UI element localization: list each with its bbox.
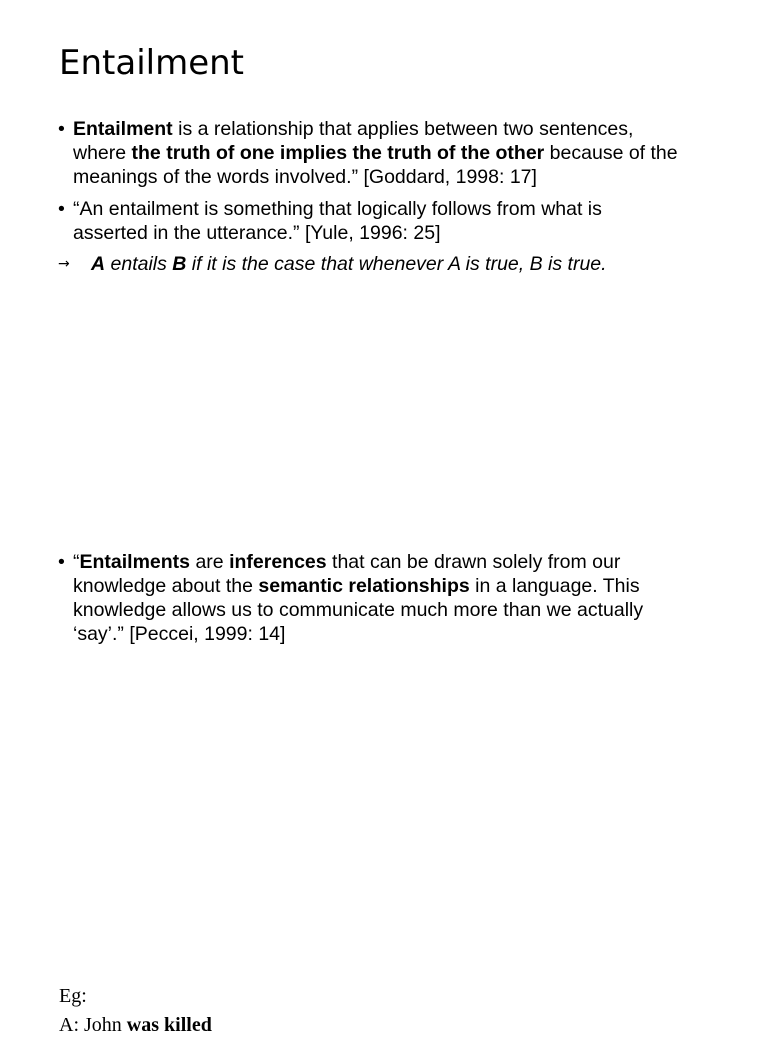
bullet-marker: • [58,551,65,573]
text-run: that can be drawn solely from our [326,551,621,573]
bold-text: was killed [126,1014,212,1036]
bold-text: the truth of one implies the truth of the other [131,142,545,164]
peccei-block [58,550,718,646]
bullet-line [58,141,718,165]
slide-title: Entailment [59,43,245,83]
text-run: where [73,142,132,164]
text-run: “ [73,551,80,573]
text-run: knowledge allows us to communicate much more than we actually [73,599,644,621]
bullet-line [58,574,718,598]
text-run: entails [105,253,173,275]
bullet-line [58,622,718,646]
text-run: if it is the case that whenever A is true, B is true. [186,253,607,275]
bullet-peccei-quote [58,550,718,646]
bold-text: Entailment [73,118,173,140]
bold-text: B [172,253,187,275]
text-run: knowledge about the [73,575,259,597]
bold-text: Entailments [79,551,191,573]
arrow-definition-line [58,252,718,276]
bold-text: A [91,253,106,275]
bullet-line [58,117,718,141]
bullet-line [58,165,718,189]
text-run: ‘say’.” [Peccei, 1999: 14] [73,623,286,645]
bullet-line [58,221,718,245]
bullet-line [58,550,718,574]
example-label: Eg: [59,985,87,1007]
text-run: in a language. This [469,575,640,597]
text-run: asserted in the utterance.” [Yule, 1996: 25] [73,222,441,244]
text-run: are [190,551,230,573]
bullet-marker: • [58,118,65,140]
bullet-yule-quote [58,197,718,245]
bold-text: semantic relationships [258,575,470,597]
text-run: A: John [59,1014,127,1036]
text-run: meanings of the words involved.” [Goddard, 1998: 17] [73,166,537,188]
bullet-line [58,197,718,221]
definition-block [58,117,718,276]
example-sentence-a [59,1013,212,1037]
text-run: because of the [544,142,678,164]
bullet-entailment-definition [58,117,718,189]
arrow-icon: → [58,256,70,272]
bullet-marker: • [58,198,65,220]
bullet-line [58,598,718,622]
text-run: is a relationship that applies between two sentences, [172,118,634,140]
text-run: “An entailment is something that logically follows from what is [73,198,602,220]
bold-text: inferences [229,551,327,573]
